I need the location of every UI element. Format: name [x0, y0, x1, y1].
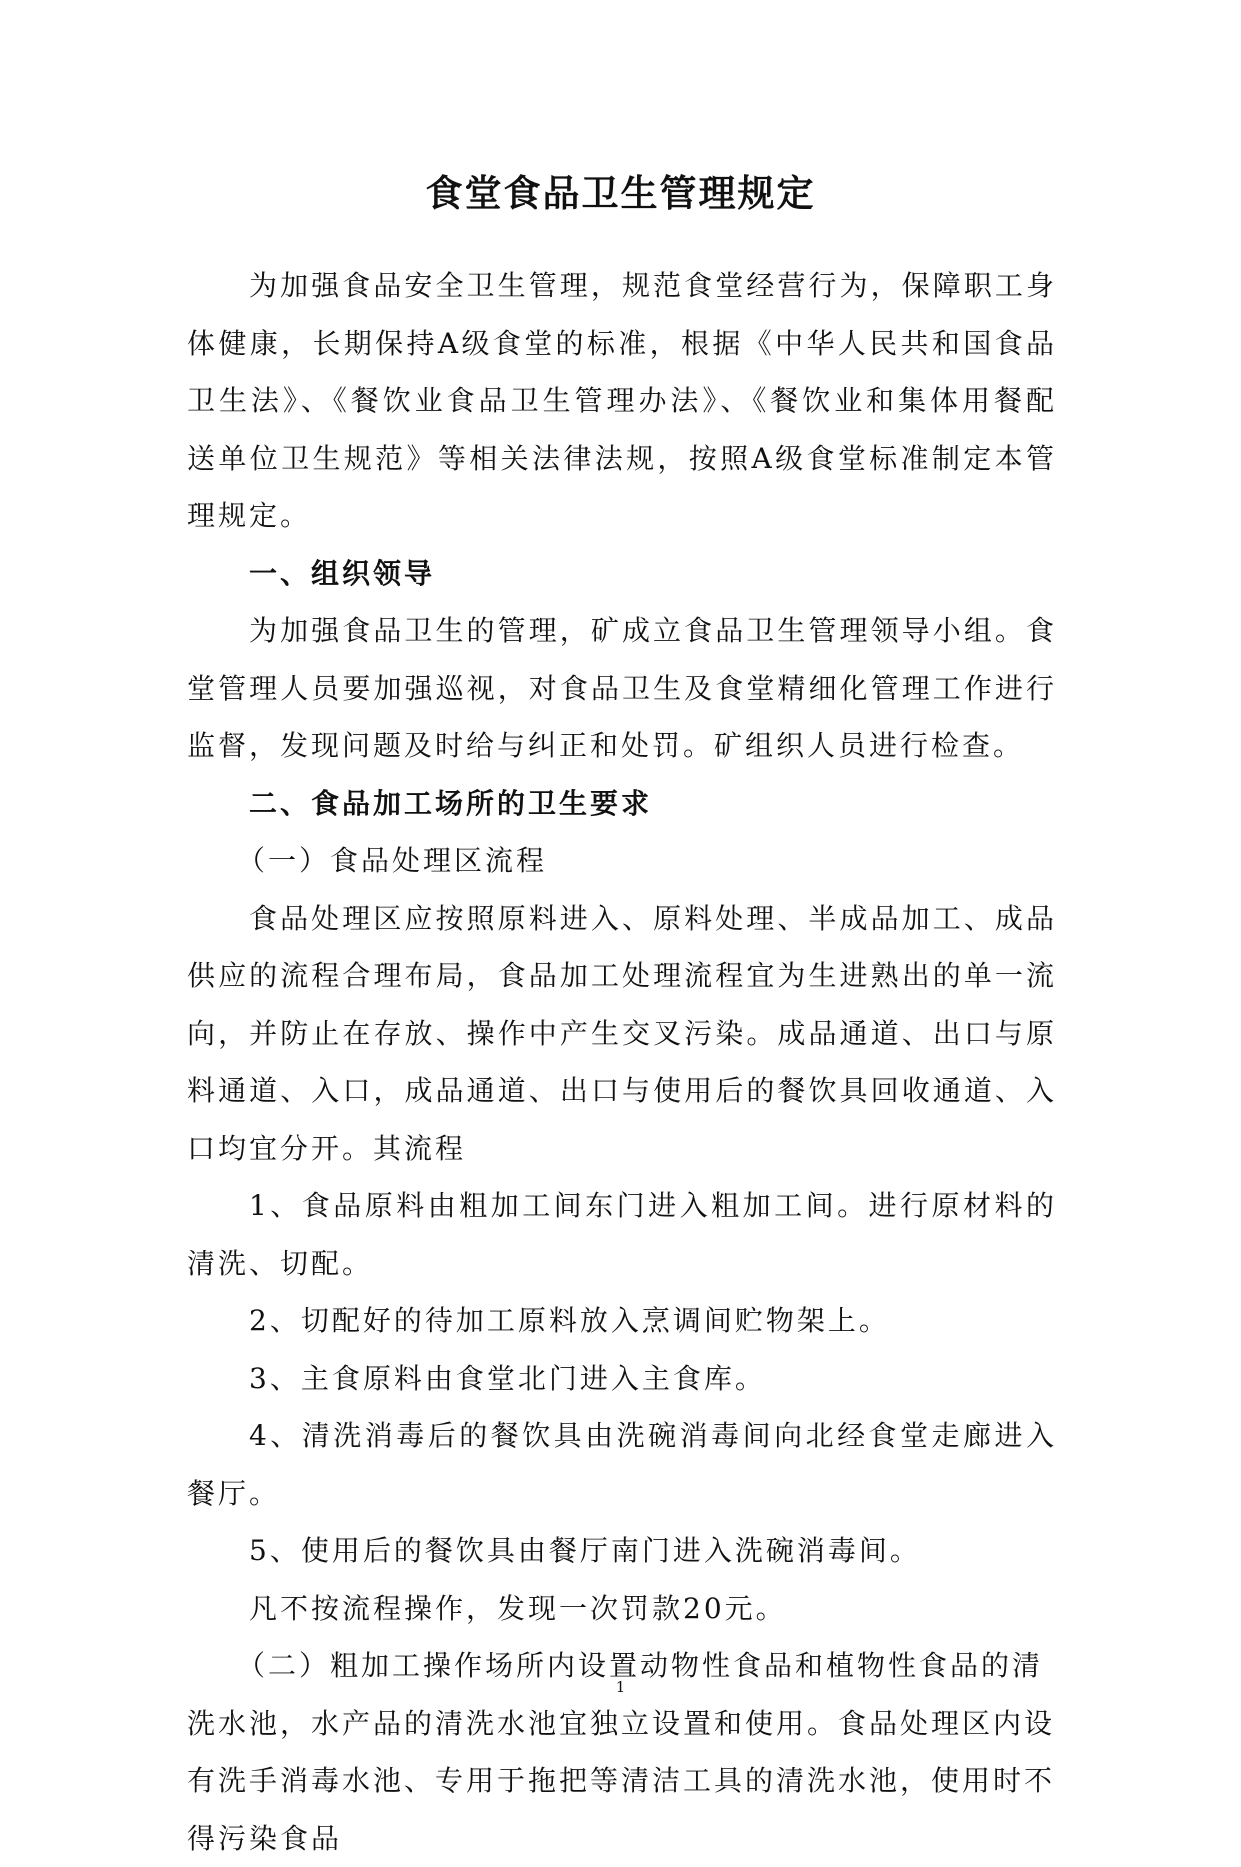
- penalty-paragraph: 凡不按流程操作，发现一次罚款20元。: [249, 1591, 787, 1625]
- document-body: [187, 257, 1057, 1867]
- page-number: 1: [615, 1678, 626, 1696]
- process-step-3: 3、主食原料由食堂北门进入主食库。: [249, 1361, 766, 1395]
- section-heading-organization: 一、组织领导: [249, 556, 436, 590]
- subsection-heading-process: （一）食品处理区流程: [237, 844, 548, 877]
- organization-paragraph: 为加强食品卫生的管理，矿成立食品卫生管理领导小组。食堂管理人员要加强巡视，对食品卫生及食堂精细化管理工作进行监督，发现问题及时给与纠正和处罚。矿组织人员进行检查。: [187, 614, 1057, 762]
- process-step-5: 5、使用后的餐饮具由餐厅南门进入洗碗消毒间。: [249, 1534, 921, 1567]
- process-step-1: 1、食品原料由粗加工间东门进入粗加工间。进行原材料的清洗、切配。: [187, 1189, 1057, 1280]
- subsection-paragraph-washing: （二）粗加工操作场所内设置动物性食品和植物性食品的清洗水池，水产品的清洗水池宜独立设置和使用。食品处理区内设有洗手消毒水池、专用于拖把等清洁工具的清洗水池，使用时不得污染食品: [187, 1649, 1056, 1855]
- process-paragraph: 食品处理区应按照原料进入、原料处理、半成品加工、成品供应的流程合理布局，食品加工处理流程宜为生进熟出的单一流向，并防止在存放、操作中产生交叉污染。成品通道、出口与原料通道、入口，成品通道、出口与使用后的餐饮具回收通道、入口均宜分开。其流程: [187, 901, 1057, 1165]
- process-step-4: 4、清洗消毒后的餐饮具由洗碗消毒间向北经食堂走廊进入餐厅。: [187, 1419, 1057, 1510]
- process-step-2: 2、切配好的待加工原料放入烹调间贮物架上。: [249, 1304, 890, 1337]
- intro-paragraph: 为加强食品安全卫生管理，规范食堂经营行为，保障职工身体健康，长期保持A级食堂的标准，根据《中华人民共和国食品卫生法》、《餐饮业食品卫生管理办法》、《餐饮业和集体用餐配送单位卫生规范》等相关法律法规，按照A级食堂标准制定本管理规定。: [187, 269, 1057, 532]
- section-heading-hygiene-requirements: 二、食品加工场所的卫生要求: [249, 786, 653, 820]
- document-title: 食堂食品卫生管理规定: [425, 172, 816, 215]
